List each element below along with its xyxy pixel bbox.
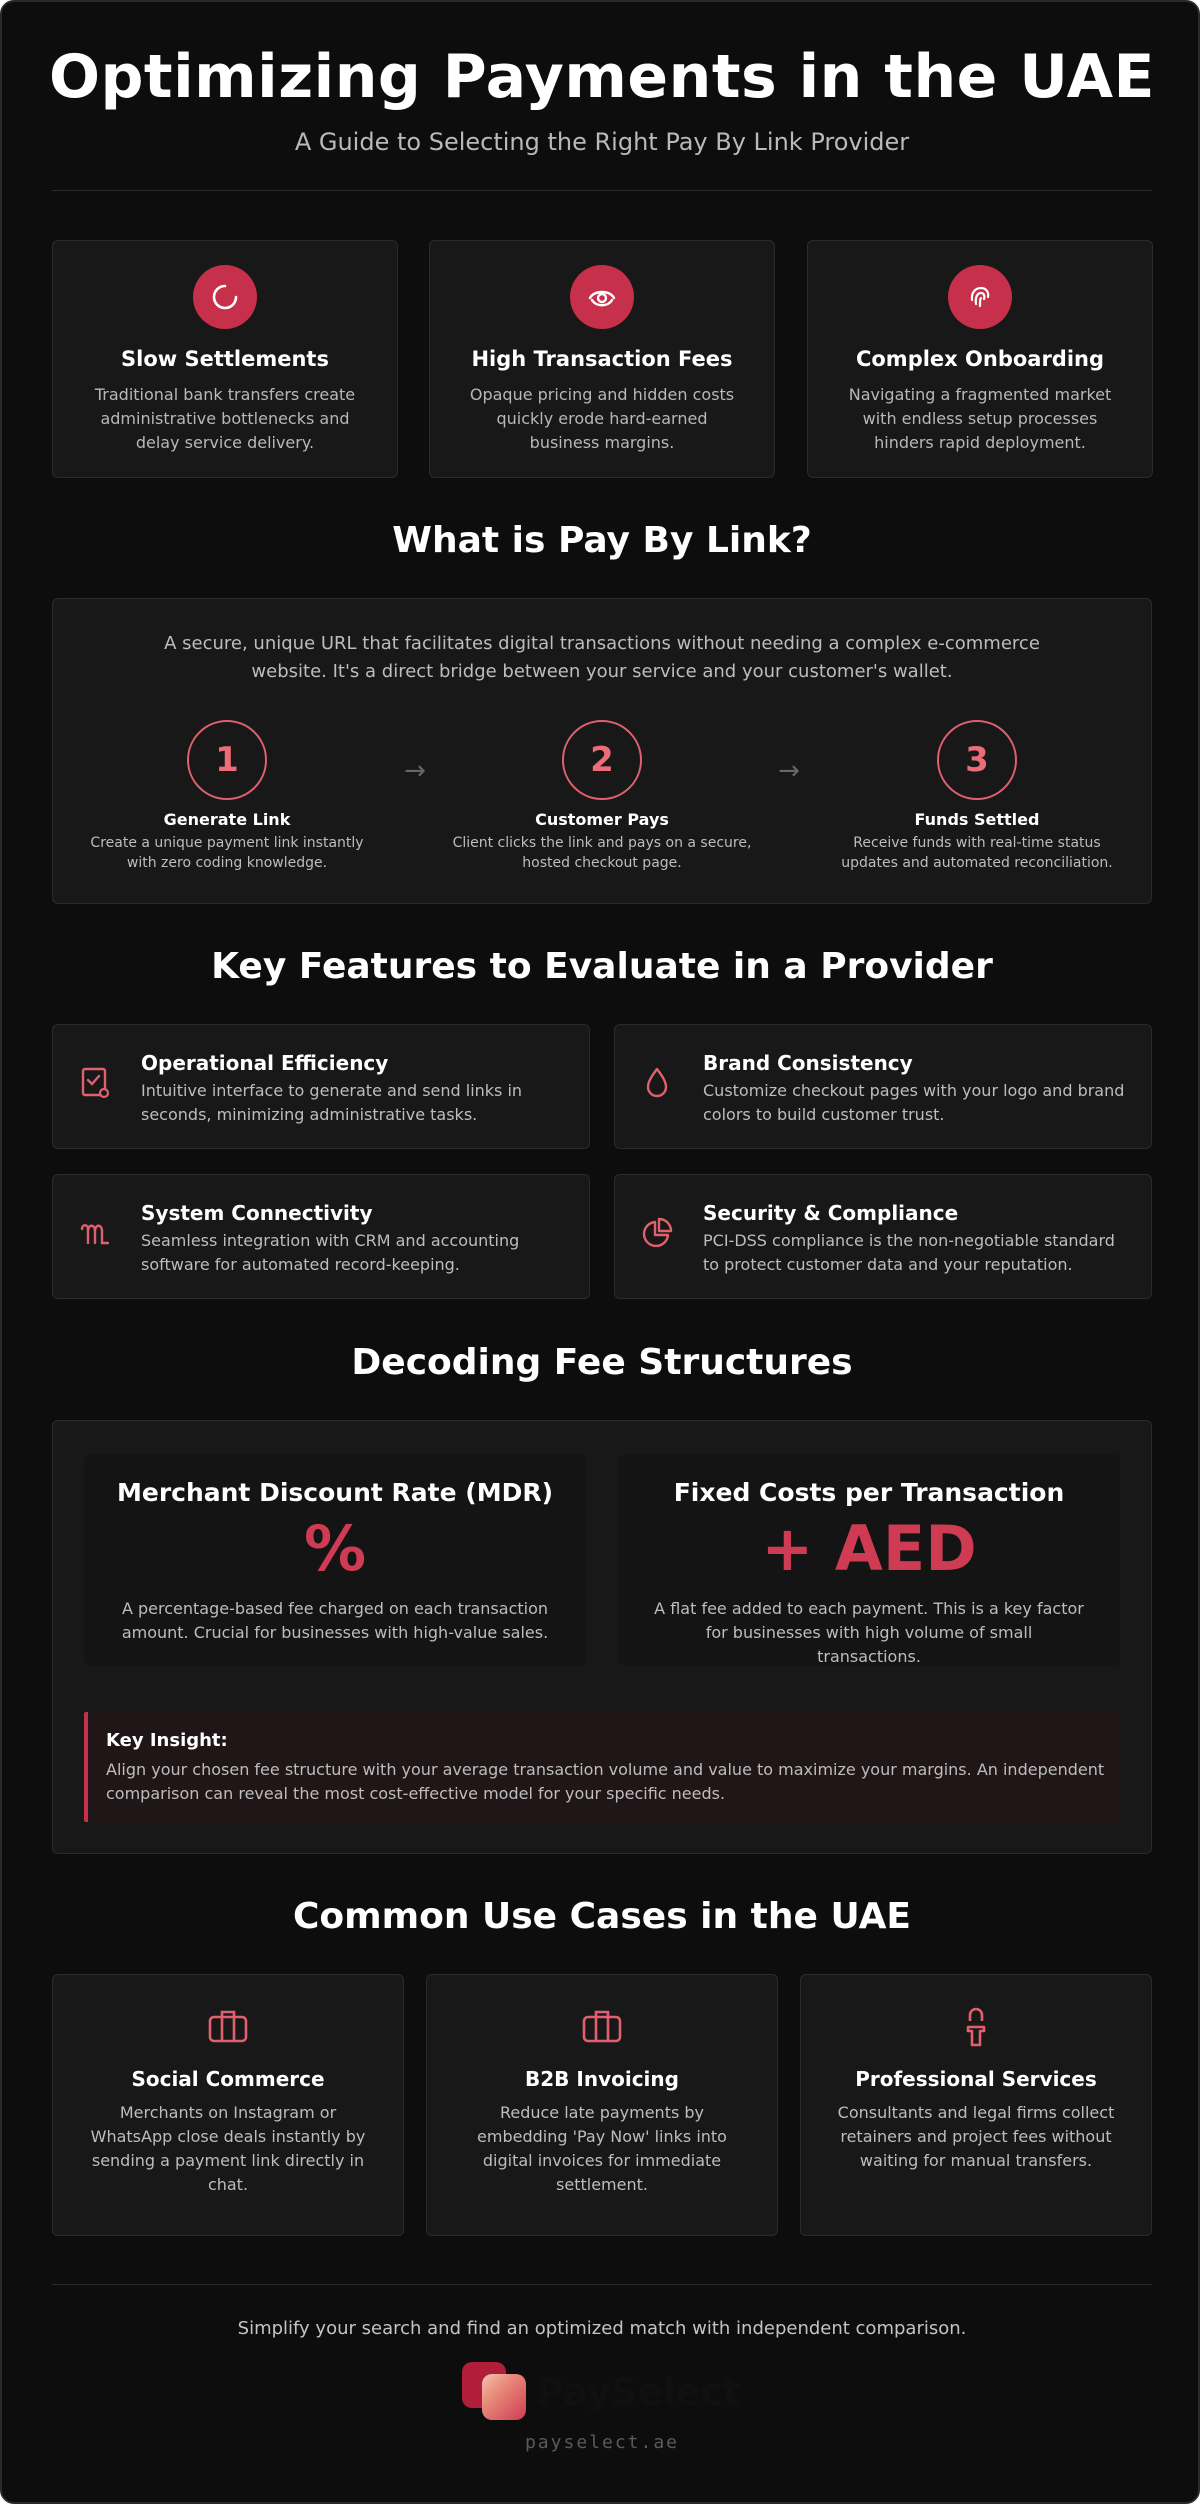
logo-mark	[482, 2374, 526, 2420]
feature-text: Seamless integration with CRM and accounting software for automated record-keeping.	[141, 1231, 520, 1274]
step-text: Create a unique payment link instantly with zero coding knowledge.	[90, 835, 364, 871]
problem-card-slow-settlements	[52, 240, 398, 478]
feature-title: System Connectivity	[141, 1201, 373, 1225]
feature-text: Customize checkout pages with your logo and brand colors to build customer trust.	[703, 1081, 1125, 1124]
use-case-title: Social Commerce	[131, 2067, 325, 2091]
feature-text: Intuitive interface to generate and send links in seconds, minimizing administrative tasks.	[141, 1081, 523, 1124]
eye-icon	[570, 265, 634, 329]
briefcase-icon	[580, 2005, 624, 2049]
fee-title: Fixed Costs per Transaction	[673, 1478, 1065, 1507]
edit-check-icon	[77, 1065, 113, 1101]
fee-card-mdr	[84, 1454, 586, 1666]
step-generate-link	[77, 720, 377, 873]
feature-text: PCI-DSS compliance is the non-negotiable standard to protect customer data and your reputation.	[703, 1231, 1115, 1274]
feature-card-security-compliance	[614, 1174, 1152, 1299]
use-case-card-professional-services	[800, 1974, 1152, 2236]
problem-title: High Transaction Fees	[471, 347, 733, 371]
arrow-icon: →	[778, 756, 800, 786]
problem-text: Traditional bank transfers create administrative bottlenecks and delay service delivery.	[94, 385, 356, 452]
person-icon	[954, 2005, 998, 2049]
fee-symbol: %	[303, 1512, 367, 1585]
footer-cta: Simplify your search and find an optimized match with independent comparison.	[237, 2318, 967, 2339]
page-subtitle: A Guide to Selecting the Right Pay By Link Provider	[294, 128, 910, 156]
feature-card-operational-efficiency	[52, 1024, 590, 1149]
logo-wordmark: PaySelect	[536, 2370, 741, 2414]
step-title: Generate Link	[163, 810, 291, 829]
key-insight-callout	[84, 1712, 1120, 1822]
use-case-text: Consultants and legal firms collect retainers and project fees without waiting for manual transfers.	[837, 2103, 1115, 2170]
footer-url[interactable]: payselect.ae	[524, 2432, 680, 2453]
problem-title: Slow Settlements	[121, 347, 329, 371]
step-title: Customer Pays	[535, 810, 669, 829]
feature-card-system-connectivity	[52, 1174, 590, 1299]
insight-title: Key Insight:	[106, 1730, 228, 1751]
droplet-icon	[639, 1065, 675, 1101]
use-case-text: Reduce late payments by embedding 'Pay Now' links into digital invoices for immediate settlement.	[477, 2103, 727, 2194]
feature-card-brand-consistency	[614, 1024, 1152, 1149]
divider	[52, 190, 1152, 191]
step-number: 1	[187, 720, 267, 800]
divider	[52, 2284, 1152, 2285]
use-case-card-social-commerce	[52, 1974, 404, 2236]
fingerprint-icon	[948, 265, 1012, 329]
problem-card-complex-onboarding	[807, 240, 1153, 478]
fee-text: A percentage-based fee charged on each transaction amount. Crucial for businesses with high-value sales.	[121, 1599, 549, 1642]
step-customer-pays	[452, 720, 752, 873]
fee-symbol: + AED	[761, 1512, 977, 1585]
feature-title: Operational Efficiency	[141, 1051, 389, 1075]
step-number: 2	[562, 720, 642, 800]
pie-chart-icon	[639, 1215, 675, 1251]
what-description: A secure, unique URL that facilitates digital transactions without needing a complex e-commerce website. It's a direct bridge between your service and your customer's wallet.	[164, 633, 1040, 682]
shopping-bag-icon	[206, 2005, 250, 2049]
step-title: Funds Settled	[914, 810, 1040, 829]
use-case-card-b2b-invoicing	[426, 1974, 778, 2236]
arrow-icon: →	[404, 756, 426, 786]
problem-text: Navigating a fragmented market with endless setup processes hinders rapid deployment.	[848, 385, 1112, 452]
brand-logo[interactable]	[460, 2360, 750, 2422]
problem-card-high-fees	[429, 240, 775, 478]
section-heading-features: Key Features to Evaluate in a Provider	[211, 946, 993, 987]
spinner-icon	[193, 265, 257, 329]
problem-title: Complex Onboarding	[855, 347, 1105, 371]
use-case-title: Professional Services	[855, 2067, 1097, 2091]
feature-title: Brand Consistency	[703, 1051, 913, 1075]
insight-text: Align your chosen fee structure with your average transaction volume and value to maximize your margins. An independent comparison can reveal the most cost-effective model for your specific needs.	[106, 1760, 1105, 1803]
step-number: 3	[937, 720, 1017, 800]
step-funds-settled	[827, 720, 1127, 873]
step-text: Client clicks the link and pays on a secure, hosted checkout page.	[452, 835, 752, 871]
use-case-title: B2B Invoicing	[525, 2067, 679, 2091]
section-heading-use-cases: Common Use Cases in the UAE	[292, 1896, 912, 1937]
section-heading-what: What is Pay By Link?	[392, 520, 812, 561]
fee-title: Merchant Discount Rate (MDR)	[116, 1478, 553, 1507]
problem-text: Opaque pricing and hidden costs quickly erode hard-earned business margins.	[469, 385, 735, 452]
fee-text: A flat fee added to each payment. This is a key factor for businesses with high volume of small transactions.	[654, 1599, 1084, 1666]
section-heading-fees: Decoding Fee Structures	[351, 1342, 853, 1383]
page-title: Optimizing Payments in the UAE	[48, 42, 1156, 112]
feature-title: Security & Compliance	[703, 1201, 959, 1225]
integration-icon	[77, 1215, 113, 1251]
use-case-text: Merchants on Instagram or WhatsApp close deals instantly by sending a payment link directly in chat.	[90, 2103, 366, 2194]
fee-card-fixed-costs	[618, 1454, 1120, 1666]
step-text: Receive funds with real-time status updates and automated reconciliation.	[841, 835, 1113, 871]
